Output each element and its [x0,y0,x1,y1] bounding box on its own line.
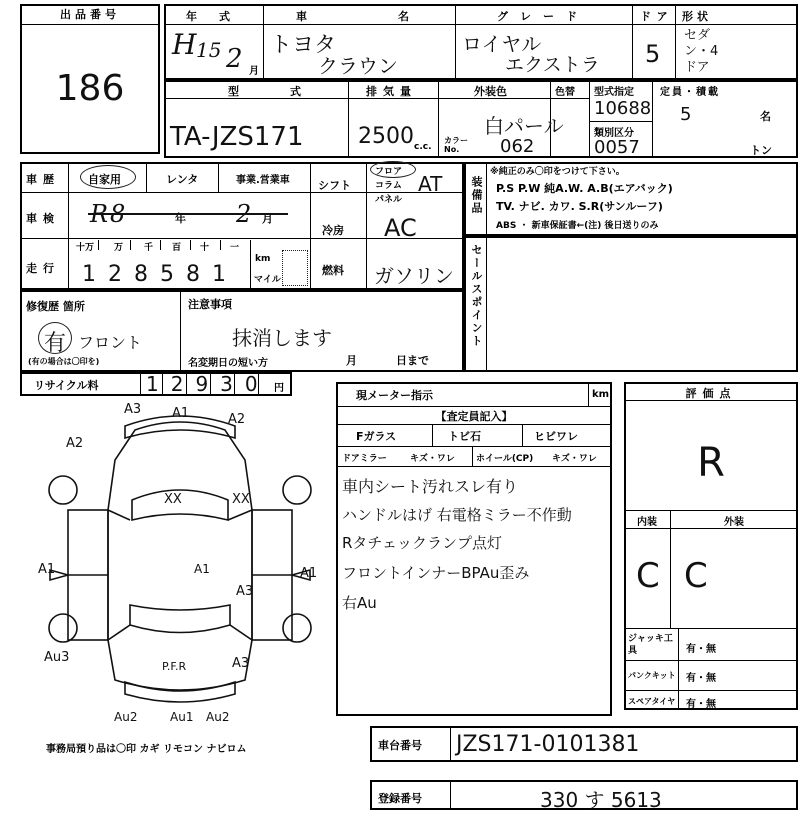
registration-label: 登録番号 [378,792,422,805]
grade-line1: ロイヤル [462,32,542,56]
chip-label: トビ石 [448,430,481,443]
notice-short: 名変期日の短い方 [188,358,268,369]
mark-pfr: P.F.R [162,660,187,673]
unit-3: 百 [172,243,182,253]
exterior-value: C [684,556,708,596]
repair-note: (有の場合は〇印を) [28,357,100,366]
diagram-footer: 事務局預り品は〇印 カギ リモコン ナビロム [46,744,247,755]
door-mirror-label: ドアミラー [342,454,387,464]
mark-au2-a: Au2 [114,710,138,724]
year-month: 2 [226,44,243,74]
scratch2-label: キズ・ワレ [552,454,597,464]
selling-box [464,236,798,372]
note-5: 右Au [342,594,377,612]
year-num: 15 [196,38,222,62]
unit-0: 十万 [76,243,95,253]
body-label: 形状 [682,10,712,23]
ac-value: AC [384,214,417,242]
mile-label: マイル [254,275,281,285]
unit-5: 一 [230,243,240,253]
floor-circle [370,161,416,178]
door-value: 5 [645,40,661,68]
color-num-label: 色替 [555,87,575,98]
shaken-label: 車検 [26,212,60,225]
fuel-value: ガソリン [374,264,454,288]
jack-value[interactable]: 有・無 [686,644,716,655]
km-label: km [255,254,271,264]
interior-label: 内装 [637,517,657,528]
type-value: TA-JZS171 [170,122,304,152]
fuel-label: 燃料 [322,264,344,277]
mark-xx-1: XX [164,492,182,507]
displacement-label: 排気量 [366,85,417,98]
mileage-label: 走行 [26,262,60,275]
mark-a3-rear: A3 [232,656,250,671]
spec-value: 10688 [594,98,652,119]
meter-label: 現メーター指示 [356,389,433,402]
recycle-unit: 円 [274,383,284,394]
inspector-header: 【査定員記入】 [435,410,513,423]
repair-mark: 有 [44,331,67,356]
mark-a1-mid: A1 [194,562,210,576]
opt-business[interactable]: 事業.営業車 [236,175,290,186]
scratch-label: キズ・ワレ [410,454,455,464]
mark-a3-top: A3 [124,402,142,417]
mark-a3-mid: A3 [236,584,254,599]
type-label: 型 [228,85,239,98]
opt-private[interactable]: 自家用 [88,173,121,186]
displacement-unit: c.c. [414,142,432,152]
recycle-label: リサイクル料 [34,379,99,392]
shaken-month: 2 [236,200,252,228]
equipment-note: ※純正のみ〇印をつけて下さい。 [490,167,625,177]
selling-label: セールスポイント [470,244,483,348]
color-value: 白パール [484,114,564,138]
color-no: 062 [500,136,535,157]
crack-label: ヒビワレ [534,430,578,443]
repair-circle [38,322,72,354]
note-3: Rタチェックランプ点灯 [342,534,502,552]
grade-line2: エクストラ [505,54,600,76]
unit-1: 万 [114,243,124,253]
chassis-value: JZS171-0101381 [456,732,640,757]
class-label: 類別区分 [594,128,634,139]
mark-au2-b: Au2 [206,710,230,724]
note-4: フロントインナーBPAu歪み [342,564,530,582]
equipment-side: 装備品 [470,176,483,215]
lot-label: 出品番号 [60,8,120,21]
color-label: 外装色 [474,85,507,98]
puncture-label: パンクキット [628,671,676,680]
notice-month: 月 [346,354,357,367]
history-label: 車歴 [26,173,60,186]
shaken-month-unit: 月 [262,212,273,225]
repair-label: 修復歴 箇所 [26,300,85,313]
shift-floor[interactable]: フロア [375,167,403,177]
fglass-label: Fガラス [356,430,397,443]
opt-rental[interactable]: レンタ [166,173,199,186]
class-value: 0057 [594,137,640,158]
mark-a1-right: A1 [300,566,318,581]
name-label: 名 [398,10,409,23]
make-label: 車 [296,10,307,23]
door-label: ドア [640,10,674,23]
mileage-value: 128581 [82,262,238,287]
repair-text: フロント [78,333,143,352]
meter-unit: km [592,389,610,400]
shift-label: シフト [318,179,351,192]
notice-value: 抹消します [232,326,332,350]
shaken-year: 8 [110,200,126,228]
mark-au3: Au3 [44,650,70,665]
mile-box [282,250,308,286]
grade-label: グレード [497,10,589,23]
lot-number: 186 [55,68,125,109]
ac-label: 冷房 [322,224,344,237]
capacity-label: 定員・積載 [660,87,720,98]
make-value: トヨタ [270,33,337,58]
note-2: ハンドルはげ 右電格ミラー不作動 [342,506,572,524]
recycle-value: 12930 [146,372,270,396]
shift-panel[interactable]: パネル [375,195,403,205]
unit-4: 十 [200,243,210,253]
capacity-unit: 名 [760,110,771,123]
exterior-label: 外装 [724,517,744,528]
jack-label: ジャッキ工具 [628,634,673,656]
body-value: セダン・4ドア [684,28,719,75]
registration-value: 330 す 5613 [540,788,662,812]
mark-a2-top: A2 [228,412,246,427]
note-1: 車内シート汚れスレ有り [342,477,519,496]
notice-label: 注意事項 [188,298,232,311]
equipment-line2: TV. ナビ. カワ. S.R(サンルーフ) [496,200,663,213]
spare-label: スペアタイヤ [628,697,676,706]
chassis-label: 車台番号 [378,739,422,752]
equipment-line3: ABS ・ 新車保証書←(注) 後日送りのみ [496,221,659,231]
shaken-strike [88,213,288,215]
color-no-label: カラー No. [444,136,468,154]
shaken-year-unit: 年 [175,212,186,225]
mark-a2-left: A2 [66,436,84,451]
model-value: クラウン [318,54,398,78]
mark-xx-2: XX [232,492,250,507]
load-unit: トン [750,144,772,157]
equipment-line1: P.S P.W 純A.W. A.B(エアバック) [496,182,673,195]
year-era: H [172,28,197,61]
shift-column[interactable]: コラム [375,181,402,191]
mark-a1-top: A1 [172,406,190,421]
displacement-value: 2500 [358,124,414,149]
unit-2: 千 [144,243,154,253]
spec-label: 型式指定 [594,87,634,98]
interior-value: C [636,556,660,596]
score-value: R [697,440,725,486]
shaken-era: R [90,200,109,228]
notice-day: 日まで [396,354,429,367]
puncture-value[interactable]: 有・無 [686,673,716,684]
score-label: 評価点 [685,387,737,400]
wheel-label: ホイール(CP) [476,454,534,464]
spare-value[interactable]: 有・無 [686,699,716,710]
mark-au1: Au1 [170,710,194,724]
type-label2: 式 [290,85,301,98]
capacity-value: 5 [680,104,692,125]
shift-value: AT [418,172,443,196]
year-month-unit: 月 [249,66,259,77]
private-circle [80,165,136,189]
year-label: 年式 [186,10,252,23]
mark-a1-left: A1 [38,562,56,577]
